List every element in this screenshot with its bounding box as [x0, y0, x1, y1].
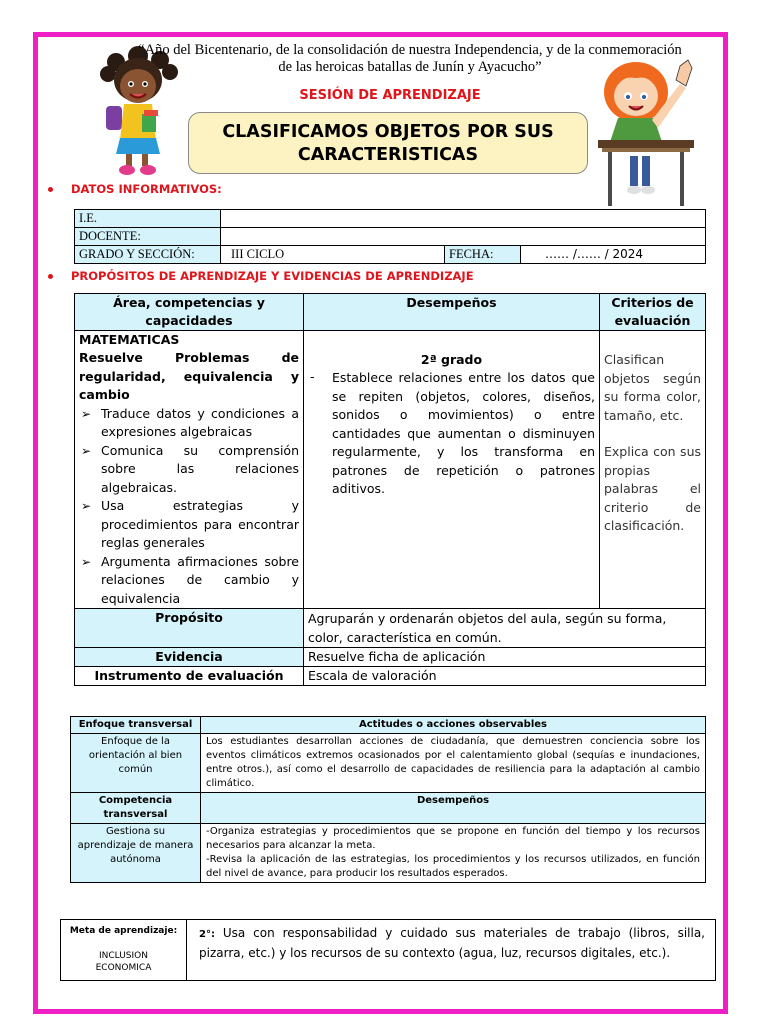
ie-label: I.E.: [75, 210, 221, 228]
docente-value[interactable]: [221, 228, 706, 246]
instrumento-value: Escala de valoración: [304, 667, 706, 686]
enfoque-col-header: Enfoque transversal: [71, 717, 201, 734]
enfoque-transversal-table: [70, 716, 706, 883]
motto-line-2: de las heroicas batallas de Junín y Ayacucho”: [278, 59, 542, 75]
meta-sublabel: INCLUSION ECONOMICA: [95, 951, 152, 973]
col-criterios-header: Criterios de evaluación: [600, 294, 706, 331]
arrow-bullet-icon: ➢: [81, 443, 92, 458]
competencia-text: Resuelve Problemas de regularidad, equivalencia y cambio: [79, 350, 299, 402]
evidencia-label: Evidencia: [75, 648, 304, 667]
dash-bullet: -: [310, 369, 315, 384]
table-row: [75, 667, 706, 686]
area-name: MATEMATICAS: [79, 332, 180, 347]
table-row: [75, 228, 706, 246]
capacidades-list: [79, 405, 299, 609]
table-row: [71, 824, 706, 883]
arrow-bullet-icon: ➢: [81, 499, 92, 513]
lesson-title-banner: [188, 112, 588, 174]
comp-desempeno-1: -Organiza estrategias y procedimientos que se propone en función del tiempo y los recursos necesarios para alcanzar la meta.: [206, 826, 700, 851]
meta-label: Meta de aprendizaje:: [69, 926, 178, 936]
criterio-2: Explica con sus propias palabras el criterio de clasificación.: [604, 444, 701, 533]
evidencia-value: Resuelve ficha de aplicación: [304, 648, 706, 667]
desempenos-cell: [304, 331, 600, 609]
table-row: [75, 609, 706, 648]
lesson-title-line-2: CARACTERISTICAS: [297, 145, 479, 165]
meta-text-cell: [187, 920, 716, 981]
commemorative-motto: [70, 42, 750, 76]
actitudes-col-header: Actitudes o acciones observables: [201, 717, 706, 734]
area-cell: [75, 331, 304, 609]
table-row: [75, 246, 706, 264]
col-area-header: Área, competencias y capacidades: [75, 294, 304, 331]
table-row: [75, 210, 706, 228]
propositos-table: [74, 293, 706, 686]
datos-informativos-table: [74, 209, 706, 264]
table-header-row: [71, 793, 706, 824]
competencia-desempenos: [201, 824, 706, 883]
fecha-label: FECHA:: [445, 246, 521, 264]
list-item: ➢ Traduce datos y condiciones a expresiones algebraicas: [81, 405, 299, 439]
instrumento-label: Instrumento de evaluación: [75, 667, 304, 686]
criterios-cell: [600, 331, 706, 609]
desempeno-item: [308, 369, 595, 499]
col-desempenos-header: Desempeños: [304, 294, 600, 331]
bullet-icon: [48, 187, 53, 192]
ie-value[interactable]: [221, 210, 706, 228]
meta-grade: 2°:: [199, 929, 215, 940]
arrow-bullet-icon: ➢: [81, 406, 92, 421]
session-title: SESIÓN DE APRENDIZAJE: [299, 88, 481, 103]
table-row: [71, 734, 706, 793]
grado-heading: 2ª grado: [420, 352, 483, 367]
list-item: ➢ Comunica su comprensión sobre las relaciones algebraicas.: [81, 442, 299, 495]
proposito-label: Propósito: [75, 609, 304, 648]
table-header-row: [75, 294, 706, 331]
meta-label-cell: [61, 920, 187, 981]
list-item: ➢ Usa estrategias y procedimientos para encontrar reglas generales: [81, 498, 299, 550]
lesson-title-line-1: CLASIFICAMOS OBJETOS POR SUS: [222, 122, 554, 142]
datos-heading-text: DATOS INFORMATIVOS:: [71, 182, 222, 196]
propositos-heading-text: PROPÓSITOS DE APRENDIZAJE Y EVIDENCIAS DE APRENDIZAJE: [71, 269, 474, 283]
meta-table: [60, 919, 716, 981]
desempeno-text: Establece relaciones entre los datos que se repiten (objetos, colores, diseños, sonidos o movimientos) o entre cantidades que aumentan o disminuyen regularmente, y los transforma en patrones de repetición o patrones aditivos.: [332, 370, 595, 496]
table-header-row: [71, 717, 706, 734]
comp-desempeno-2: -Revisa la aplicación de las estrategias, los procedimientos y los recursos utilizados, en función del nivel de avance, para producir los resultados esperados.: [206, 854, 700, 879]
enfoque-name: Enfoque de la orientación al bien común: [71, 734, 201, 793]
competencia-name: Gestiona su aprendizaje de manera autónoma: [71, 824, 201, 883]
docente-label: DOCENTE:: [75, 228, 221, 246]
table-row: [61, 920, 716, 981]
meta-text: Usa con responsabilidad y cuidado sus materiales de trabajo (libros, silla, pizarra, etc.) y los recursos de su contexto (agua, luz, recursos digitales, etc.).: [199, 926, 705, 960]
competencia-col-header: Competencia transversal: [71, 793, 201, 824]
grado-value[interactable]: III CICLO: [221, 246, 445, 264]
grado-label: GRADO Y SECCIÓN:: [75, 246, 221, 264]
fecha-value[interactable]: …… /…… / 2024: [521, 246, 706, 264]
datos-heading: [48, 182, 222, 196]
enfoque-text: Los estudiantes desarrollan acciones de ciudadanía, que demuestren conciencia sobre los eventos climáticos extremos ocasionados por el calentamiento global (sequías e inundaciones, entre otros.), así como el desarrollo de capacidades de resiliencia para la adaptación al cambio climático.: [201, 734, 706, 793]
proposito-value: Agruparán y ordenarán objetos del aula, según su forma, color, característica en común.: [304, 609, 706, 648]
criterio-1: Clasifican objetos según su forma color, tamaño, etc.: [604, 352, 701, 423]
bullet-icon: [48, 274, 53, 279]
motto-line-1: “Año del Bicentenario, de la consolidación de nuestra Independencia, y de la conmemoración: [138, 42, 682, 58]
table-row: [75, 648, 706, 667]
list-item: ➢ Argumenta afirmaciones sobre relaciones de cambio y equivalencia: [81, 553, 299, 606]
girl-at-desk-illustration: [592, 56, 698, 208]
arrow-bullet-icon: ➢: [81, 554, 92, 569]
propositos-heading: [48, 269, 474, 283]
table-row: [75, 331, 706, 609]
comp-desempenos-col-header: Desempeños: [201, 793, 706, 824]
